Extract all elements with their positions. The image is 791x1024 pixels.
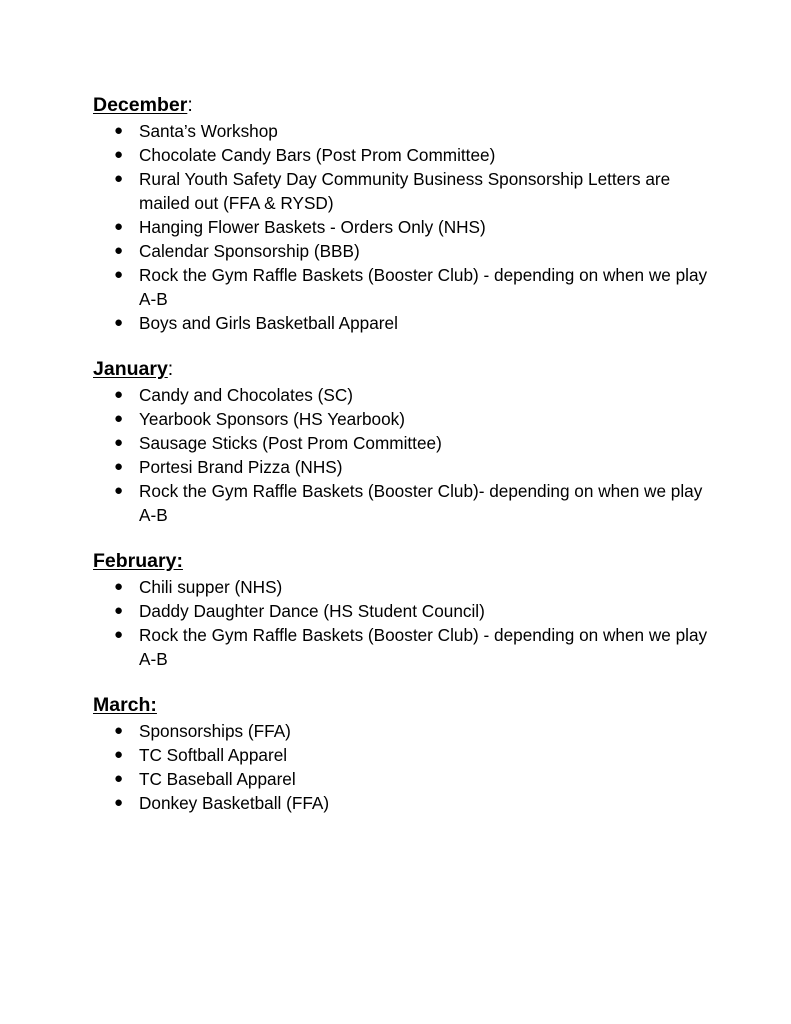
list-item [93, 239, 713, 263]
item-text: Hanging Flower Baskets - Orders Only (NHS) [139, 217, 486, 237]
list-item [93, 791, 713, 815]
item-list [93, 383, 713, 527]
item-text: Rock the Gym Raffle Baskets (Booster Club) - depending on when we play A-B [139, 265, 708, 309]
month-title: February: [93, 550, 183, 572]
section-january [93, 355, 713, 527]
bullet-icon: ● [114, 602, 124, 619]
list-item [93, 767, 713, 791]
item-list [93, 119, 713, 335]
bullet-icon: ● [114, 314, 124, 331]
bullet-icon: ● [114, 794, 124, 811]
bullet-icon: ● [114, 578, 124, 595]
bullet-icon: ● [114, 434, 124, 451]
item-text: TC Baseball Apparel [139, 769, 296, 789]
list-item [93, 407, 713, 431]
bullet-icon: ● [114, 218, 124, 235]
section-heading [93, 91, 713, 119]
list-item [93, 623, 713, 671]
bullet-icon: ● [114, 146, 124, 163]
item-text: Daddy Daughter Dance (HS Student Council) [139, 601, 485, 621]
document-page [93, 91, 713, 835]
item-text: Boys and Girls Basketball Apparel [139, 313, 398, 333]
section-heading [93, 691, 713, 719]
item-text: Chili supper (NHS) [139, 577, 283, 597]
list-item [93, 383, 713, 407]
bullet-icon: ● [114, 458, 124, 475]
item-text: Rural Youth Safety Day Community Business Sponsorship Letters are mailed out (FFA & RYSD) [139, 169, 671, 213]
month-title: December [93, 94, 188, 116]
item-text: Donkey Basketball (FFA) [139, 793, 330, 813]
list-item [93, 431, 713, 455]
section-heading [93, 547, 713, 575]
item-text: Calendar Sponsorship (BBB) [139, 241, 360, 261]
list-item [93, 311, 713, 335]
list-item [93, 575, 713, 599]
bullet-icon: ● [114, 266, 124, 283]
month-title: March: [93, 694, 157, 716]
section-december [93, 91, 713, 335]
list-item [93, 599, 713, 623]
list-item [93, 167, 713, 215]
bullet-icon: ● [114, 746, 124, 763]
bullet-icon: ● [114, 626, 124, 643]
item-text: Candy and Chocolates (SC) [139, 385, 353, 405]
bullet-icon: ● [114, 170, 124, 187]
item-text: Santa’s Workshop [139, 121, 278, 141]
item-text: Sausage Sticks (Post Prom Committee) [139, 433, 442, 453]
item-text: Portesi Brand Pizza (NHS) [139, 457, 343, 477]
item-text: Yearbook Sponsors (HS Yearbook) [139, 409, 405, 429]
list-item [93, 743, 713, 767]
list-item [93, 455, 713, 479]
bullet-icon: ● [114, 386, 124, 403]
item-text: TC Softball Apparel [139, 745, 288, 765]
bullet-icon: ● [114, 122, 124, 139]
item-list [93, 719, 713, 815]
item-text: Rock the Gym Raffle Baskets (Booster Club)- depending on when we play A-B [139, 481, 703, 525]
section-heading [93, 355, 713, 383]
item-text: Sponsorships (FFA) [139, 721, 291, 741]
bullet-icon: ● [114, 770, 124, 787]
list-item [93, 479, 713, 527]
list-item [93, 263, 713, 311]
heading-suffix: : [167, 358, 174, 380]
list-item [93, 119, 713, 143]
bullet-icon: ● [114, 722, 124, 739]
month-title: January [93, 358, 168, 380]
item-text: Chocolate Candy Bars (Post Prom Committee) [139, 145, 496, 165]
bullet-icon: ● [114, 410, 124, 427]
bullet-icon: ● [114, 242, 124, 259]
list-item [93, 215, 713, 239]
section-march [93, 691, 713, 815]
item-list [93, 575, 713, 671]
bullet-icon: ● [114, 482, 124, 499]
list-item [93, 719, 713, 743]
list-item [93, 143, 713, 167]
heading-suffix: : [187, 94, 193, 116]
section-february [93, 547, 713, 671]
item-text: Rock the Gym Raffle Baskets (Booster Club) - depending on when we play A-B [139, 625, 708, 669]
